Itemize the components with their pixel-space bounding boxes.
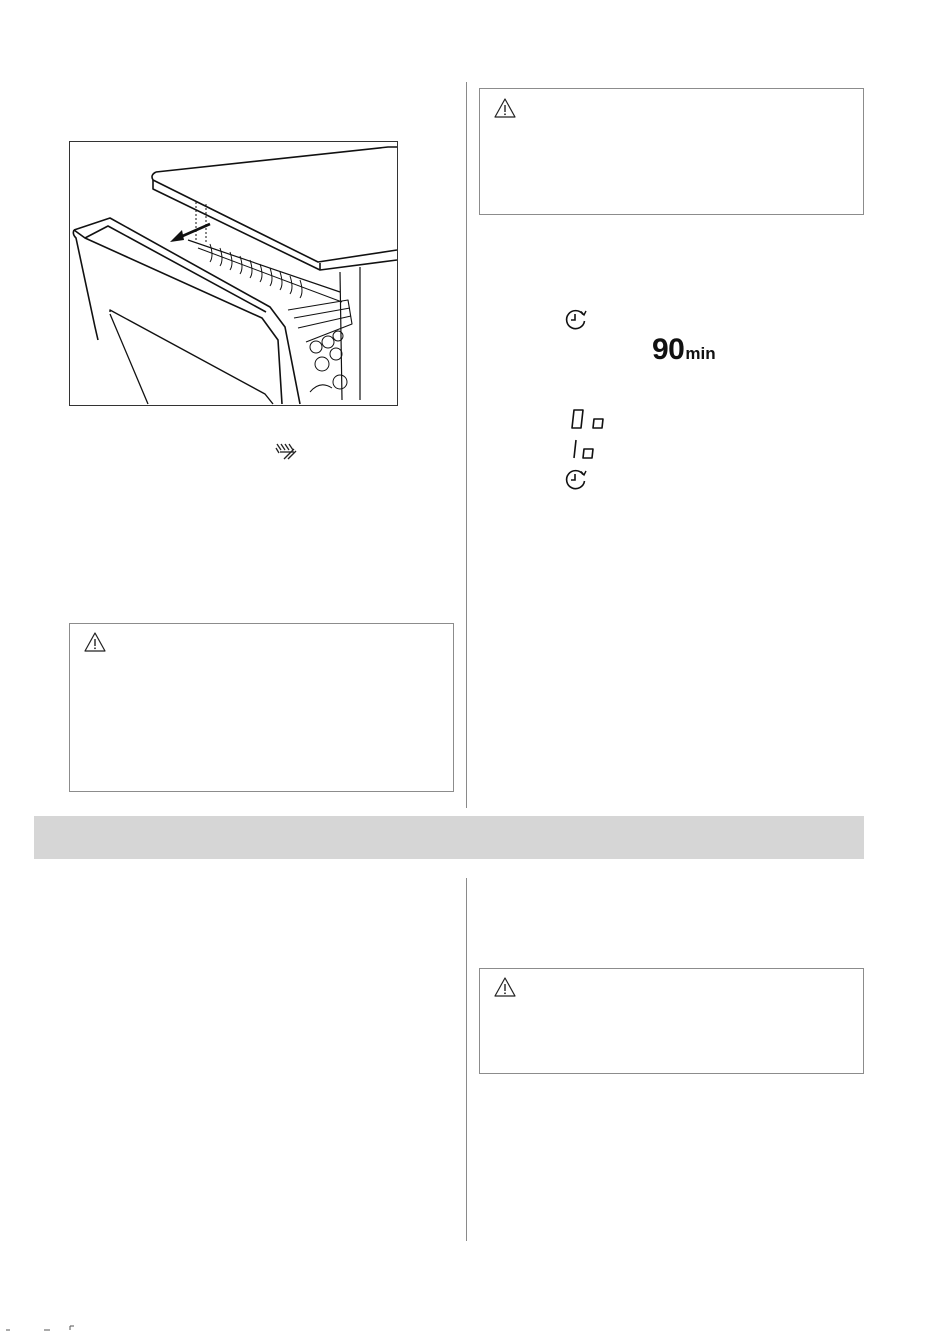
page-footer-mark [4,1318,74,1324]
warning-box-bottom-right [479,968,864,1074]
dishwasher-door-illustration [69,141,398,406]
display-0o-icon [570,408,610,430]
section-heading-bar [34,816,864,859]
spray-icon [274,442,298,462]
duration-unit: min [685,344,716,363]
delay-timer-icon [564,308,588,332]
warning-triangle-icon [494,977,516,997]
warning-box-left [69,623,454,792]
column-divider-top [466,82,467,808]
duration-value: 90 [652,333,685,366]
warning-triangle-icon [494,98,516,118]
duration-display [652,333,716,367]
warning-box-top-right [479,88,864,215]
delay-timer-icon [564,468,588,492]
column-divider-bottom [466,878,467,1241]
display-1o-icon [570,438,610,460]
dishwasher-drawing [70,142,397,405]
warning-triangle-icon [84,632,106,652]
